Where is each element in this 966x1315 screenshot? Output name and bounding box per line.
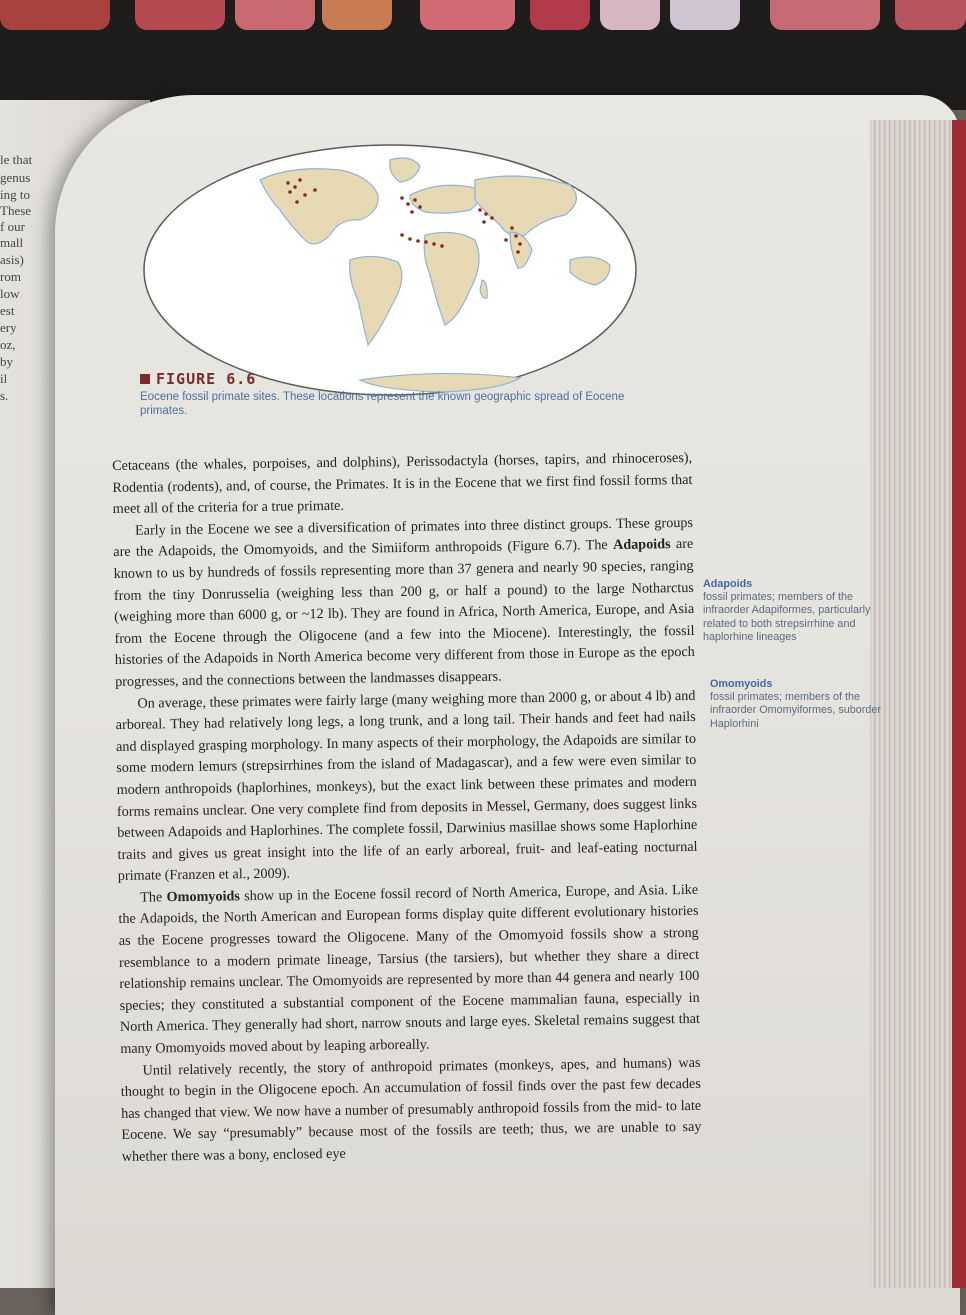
- site-dot: [288, 190, 292, 194]
- site-dot: [413, 198, 417, 202]
- left-page-fragment: These: [0, 203, 32, 218]
- site-dot: [516, 250, 520, 254]
- glossary-term: Omomyoids: [710, 678, 773, 690]
- site-dot: [490, 216, 494, 220]
- figure-marker-icon: [140, 374, 150, 384]
- site-dot: [424, 240, 428, 244]
- left-page-fragment: f our: [0, 219, 25, 234]
- glossary-definition: fossil primates; members of the infraorder Adapiformes, particularly related to both strepsirrhine and haplorhine lineages: [703, 591, 871, 643]
- site-dot: [504, 238, 508, 242]
- glossary-definition: fossil primates; members of the infraorder Omomyiformes, suborder Haplorhini: [710, 691, 882, 730]
- site-dot: [440, 244, 444, 248]
- site-dot: [298, 178, 302, 182]
- site-dot: [303, 193, 307, 197]
- paragraph: On average, these primates were fairly large (many weighing more than 2000 g, or about 4 lb) and arboreal. They had relatively long legs, a long trunk, and a long tail. Their hands and feet had nails and displayed grasping morphology. In many aspects of their morphology, the Adapoids are similar to some modern lemurs (strepsirrhines from the island of Madagascar), and a few were even similar to modern anthropoids (haplorhines, monkeys), but the exact link between these primates and modern forms remains unclear. One very complete find from deposits in Messel, Germany, does suggest links between Adapoids and Haplorhines. The complete fossil, Darwinius masillae shows some Haplorhine traits and gives us great insight into the life of an early arboreal, fruit- and leaf-eating nocturnal primate (Franzen et al., 2009).: [115, 687, 698, 885]
- left-page-fragment: est: [0, 303, 15, 318]
- body-text: [112, 448, 702, 1169]
- map-graphic: [140, 140, 640, 405]
- figure-label: [140, 370, 256, 388]
- site-dot: [400, 233, 404, 237]
- key-term-omomyoids: Omomyoids: [166, 888, 240, 906]
- site-dot: [313, 188, 317, 192]
- left-page-fragment: oz,: [0, 337, 16, 352]
- left-page-fragment: ery: [0, 320, 17, 335]
- left-page-fragment: by: [0, 354, 13, 369]
- left-page-fragment: genus: [0, 170, 31, 185]
- site-dot: [416, 239, 420, 243]
- figure-caption: Eocene fossil primate sites. These locations represent the known geographic spread of Eocene primates.: [140, 391, 625, 417]
- site-dot: [478, 208, 482, 212]
- left-page-fragment: rom: [0, 269, 21, 284]
- eocene-sites-map: [140, 140, 640, 405]
- site-dot: [408, 237, 412, 241]
- site-dot: [293, 185, 297, 189]
- left-page-fragment: mall: [0, 235, 24, 250]
- figure-label-text: FIGURE 6.6: [156, 370, 257, 388]
- paragraph: Until relatively recently, the story of anthropoid primates (monkeys, apes, and humans) was thought to begin in the Oligocene epoch. An accumulation of fossil finds over the past few decades has changed that view. We now have a number of presumably anthropoid fossils from the mid- to late Eocene. We say “presumably” because most of the fossils are teeth; thus, we are unable to say whether there was a bony, enclosed eye: [120, 1054, 702, 1165]
- site-dot: [410, 210, 414, 214]
- site-dot: [286, 181, 290, 185]
- site-dot: [295, 200, 299, 204]
- left-page-fragment: low: [0, 286, 20, 301]
- left-page-fragment: asis): [0, 252, 24, 267]
- site-dot: [406, 202, 410, 206]
- site-dot: [484, 212, 488, 216]
- site-dot: [400, 196, 404, 200]
- site-dot: [518, 242, 522, 246]
- paragraph: Cetaceans (the whales, porpoises, and dolphins), Perissodactyla (horses, tapirs, and rhinoceroses), Rodentia (rodents), and, of course, the Primates. It is in the Eocene that we first find fossil forms that meet all of the criteria for a true primate.: [112, 449, 693, 518]
- paragraph: The Omomyoids show up in the Eocene fossil record of North America, Europe, and Asia. Like the Adapoids, the North American and European forms display quite different evolutionary histories as the Eocene progresses toward the Oligocene. Many of the Omomyoid fossils show a strong resemblance to a modern primate lineage, Tarsius (the tarsiers), but whether they share a direct relationship remains unclear. The Omomyoids are represented by more than 44 genera and nearly 100 species; they constituted a substantial component of the Eocene mammalian fauna, especially in North America. They generally had short, narrow snouts and large eyes. Skeletal remains suggest that many Omomyoids moved about by leaping arboreally.: [118, 881, 701, 1057]
- key-term-adapoids: Adapoids: [612, 536, 671, 554]
- site-dot: [482, 220, 486, 224]
- keyboard-keys: [0, 0, 966, 40]
- left-page-fragment: il: [0, 371, 8, 386]
- left-page-fragment: le that: [0, 152, 33, 167]
- glossary-omomyoids: [710, 678, 885, 731]
- site-dot: [432, 242, 436, 246]
- site-dot: [418, 205, 422, 209]
- site-dot: [510, 226, 514, 230]
- left-page-fragment: s.: [0, 388, 9, 403]
- glossary-adapoids: [703, 578, 878, 644]
- paragraph: Early in the Eocene we see a diversification of primates into three distinct groups. These groups are the Adapoids, the Omomyoids, and the Simiiform anthropoids (Figure 6.7). The Adapoids are known to us by hundreds of fossils representing more than 37 genera and nearly 90 species, ranging from the tiny Donrusselia (weighing less than 200 g, or half a pound) to the large Notharctus (weighing more than 6000 g, or ~12 lb). They are found in Africa, North America, Europe, and Asia from the Eocene through the Oligocene (and a few into the Miocene). Interestingly, the fossil histories of the Adapoids in North America become very different from those in Europe as the epoch progresses, and the connections between the landmasses disappears.: [113, 514, 695, 690]
- left-page-fragment: ing to: [0, 187, 30, 202]
- glossary-term: Adapoids: [703, 578, 753, 590]
- site-dot: [514, 234, 518, 238]
